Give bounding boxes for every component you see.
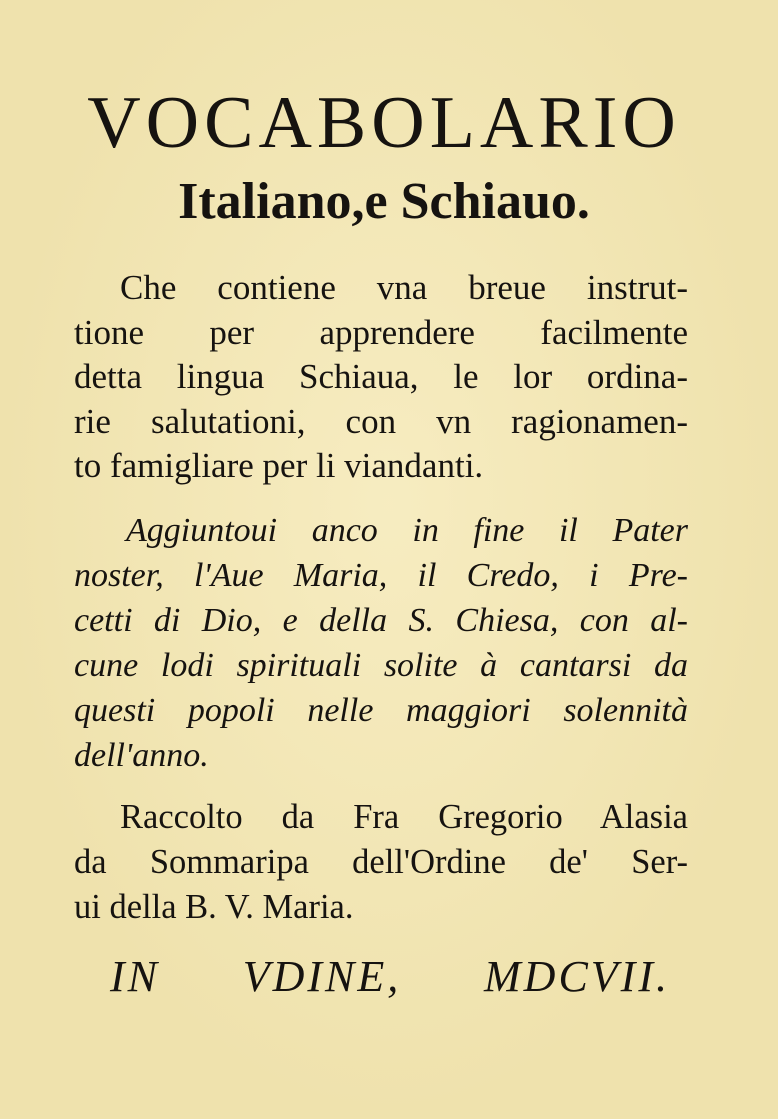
book-subtitle: Italiano,e Schiauo. xyxy=(178,173,590,230)
appendix-paragraph xyxy=(74,508,688,778)
book-title: VOCABOLARIO xyxy=(87,82,681,164)
description-line: to famigliare per li viandanti. xyxy=(74,446,484,485)
author-line: ui della B. V. Maria. xyxy=(74,888,354,926)
description-line: tione per apprendere facilmente xyxy=(74,312,688,352)
description-line: Che contiene vna breue instrut- xyxy=(120,268,688,307)
description-line: detta lingua Schiaua, le lor ordina- xyxy=(74,357,688,396)
description-line: rie salutationi, con vn ragionamen- xyxy=(74,401,688,441)
appendix-line: dell'anno. xyxy=(74,737,209,774)
author-line: Raccolto da Fra Gregorio Alasia xyxy=(120,798,688,836)
appendix-line: cetti di Dio, e della S. Chiesa, con al- xyxy=(74,602,688,639)
imprint-line: IN VDINE, MDCVII. xyxy=(110,952,670,1001)
appendix-line: cune lodi spirituali solite à cantarsi da xyxy=(74,647,688,684)
description-paragraph xyxy=(74,266,688,489)
author-line: da Sommaripa dell'Ordine de' Ser- xyxy=(74,843,688,881)
appendix-line: Aggiuntoui anco in fine il Pater xyxy=(126,512,688,549)
appendix-line: questi popoli nelle maggiori solennità xyxy=(74,692,688,729)
appendix-line: noster, l'Aue Maria, il Credo, i Pre- xyxy=(74,557,688,594)
author-paragraph xyxy=(74,795,688,930)
